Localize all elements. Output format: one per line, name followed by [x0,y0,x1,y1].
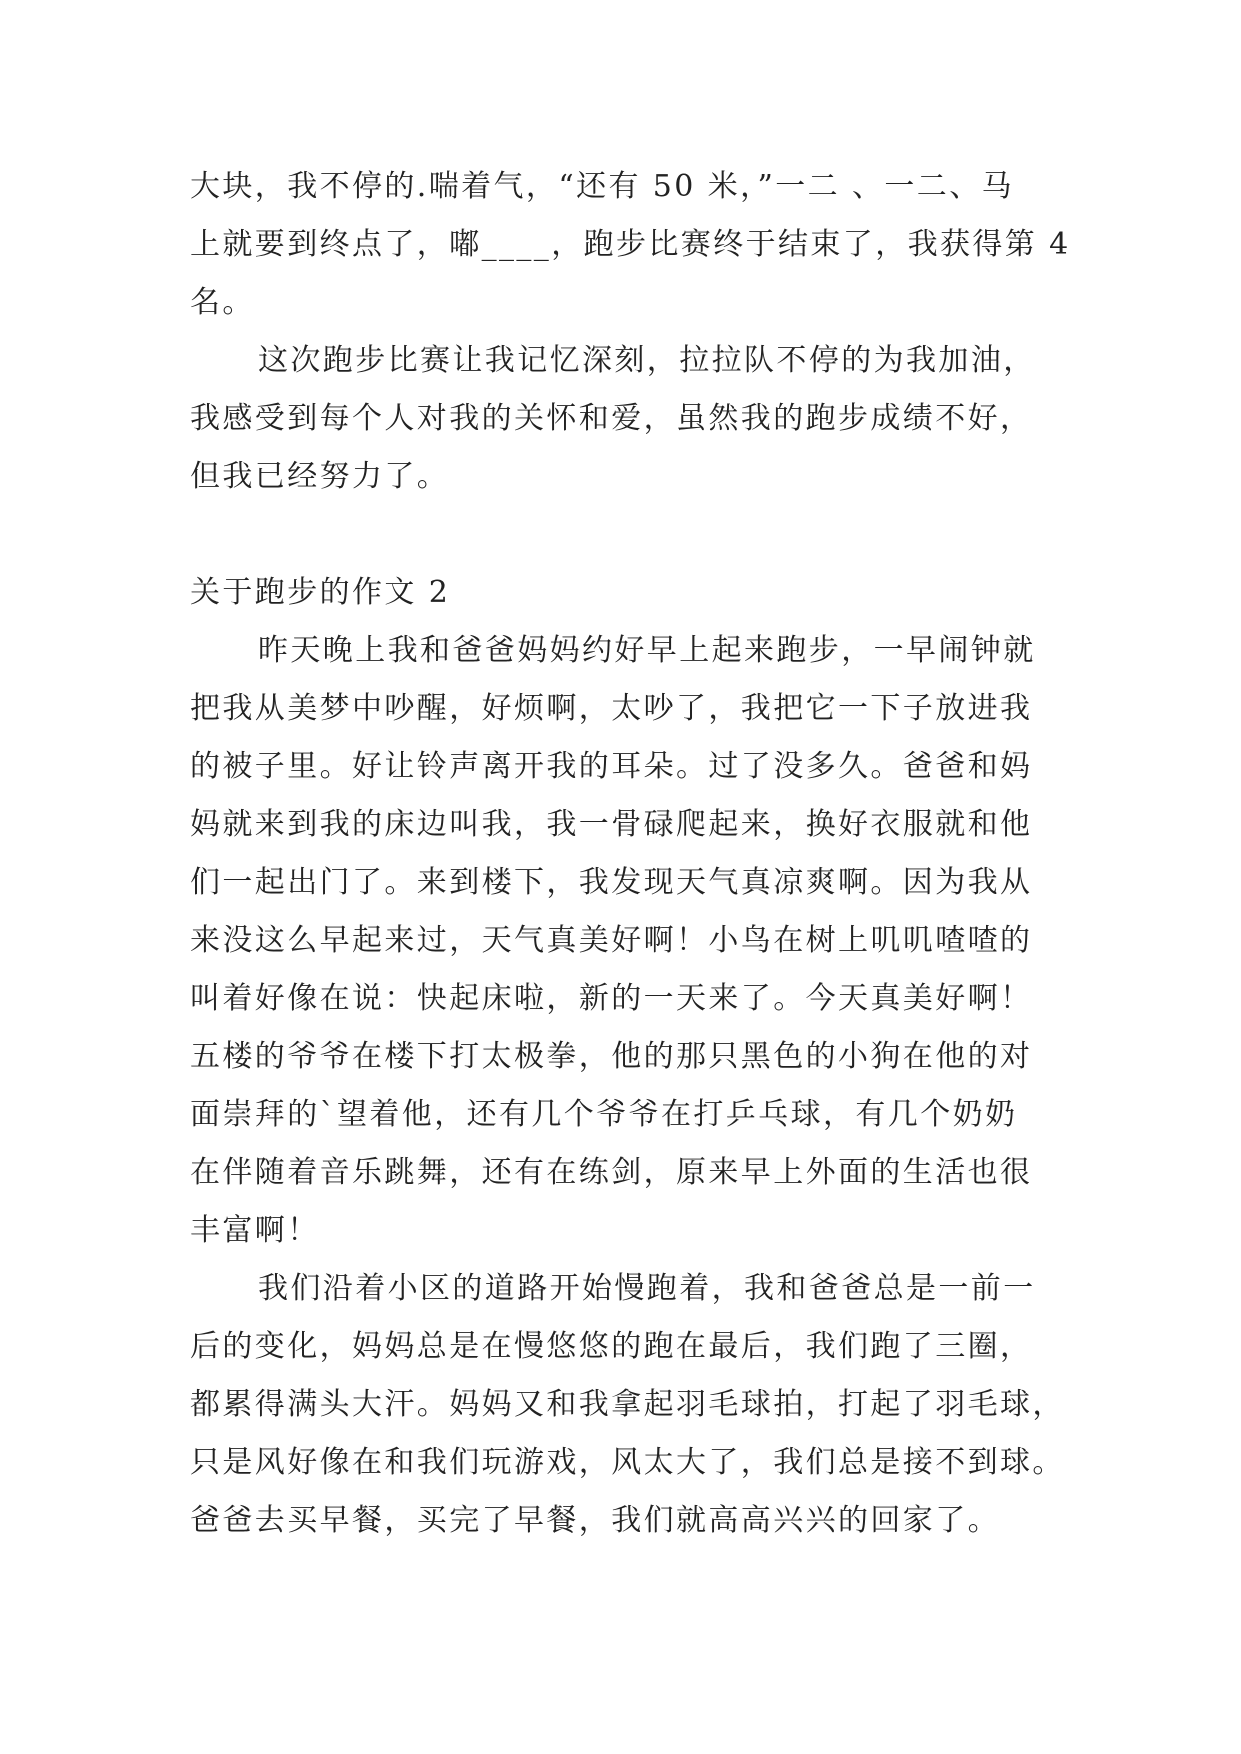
paragraph-line: 在伴随着音乐跳舞，还有在练剑，原来早上外面的生活也很 [190,1155,1033,1190]
paragraph-line: 上就要到终点了，嘟____，跑步比赛终于结束了，我获得第 4 [190,227,1071,262]
paragraph-line: 昨天晚上我和爸爸妈妈约好早上起来跑步，一早闹钟就 [258,633,1036,668]
paragraph-line: 五楼的爷爷在楼下打太极拳，他的那只黑色的小狗在他的对 [190,1039,1033,1074]
paragraph-line: 只是风好像在和我们玩游戏，风太大了，我们总是接不到球。 [190,1445,1065,1480]
paragraph-line: 我们沿着小区的道路开始慢跑着，我和爸爸总是一前一 [258,1271,1036,1306]
paragraph-line: 来没这么早起来过，天气真美好啊！小鸟在树上叽叽喳喳的 [190,923,1033,958]
paragraph-line: 叫着好像在说：快起床啦，新的一天来了。今天真美好啊！ [190,981,1033,1016]
paragraph-line: 爸爸去买早餐，买完了早餐，我们就高高兴兴的回家了。 [190,1503,1000,1538]
paragraph-line: 但我已经努力了。 [190,459,450,494]
paragraph-line: 我感受到每个人对我的关怀和爱，虽然我的跑步成绩不好， [190,401,1033,436]
section-heading: 关于跑步的作文 2 [190,575,451,610]
paragraph-line: 的被子里。好让铃声离开我的耳朵。过了没多久。爸爸和妈 [190,749,1033,784]
paragraph-line: 妈就来到我的床边叫我，我一骨碌爬起来，换好衣服就和他 [190,807,1033,842]
paragraph-line: 名。 [190,285,255,320]
paragraph-line: 大块，我不停的.喘着气，“还有 50 米，”一二 、一二、马 [190,169,1014,204]
paragraph-line: 丰富啊！ [190,1213,320,1248]
paragraph-line: 都累得满头大汗。妈妈又和我拿起羽毛球拍，打起了羽毛球， [190,1387,1065,1422]
paragraph-line: 这次跑步比赛让我记忆深刻，拉拉队不停的为我加油， [258,343,1036,378]
paragraph-line: 面崇拜的`望着他，还有几个爷爷在打乒乓球，有几个奶奶 [190,1097,1018,1132]
paragraph-line: 把我从美梦中吵醒，好烦啊，太吵了，我把它一下子放进我 [190,691,1033,726]
paragraph-line: 们一起出门了。来到楼下，我发现天气真凉爽啊。因为我从 [190,865,1033,900]
paragraph-line: 后的变化，妈妈总是在慢悠悠的跑在最后，我们跑了三圈， [190,1329,1033,1364]
